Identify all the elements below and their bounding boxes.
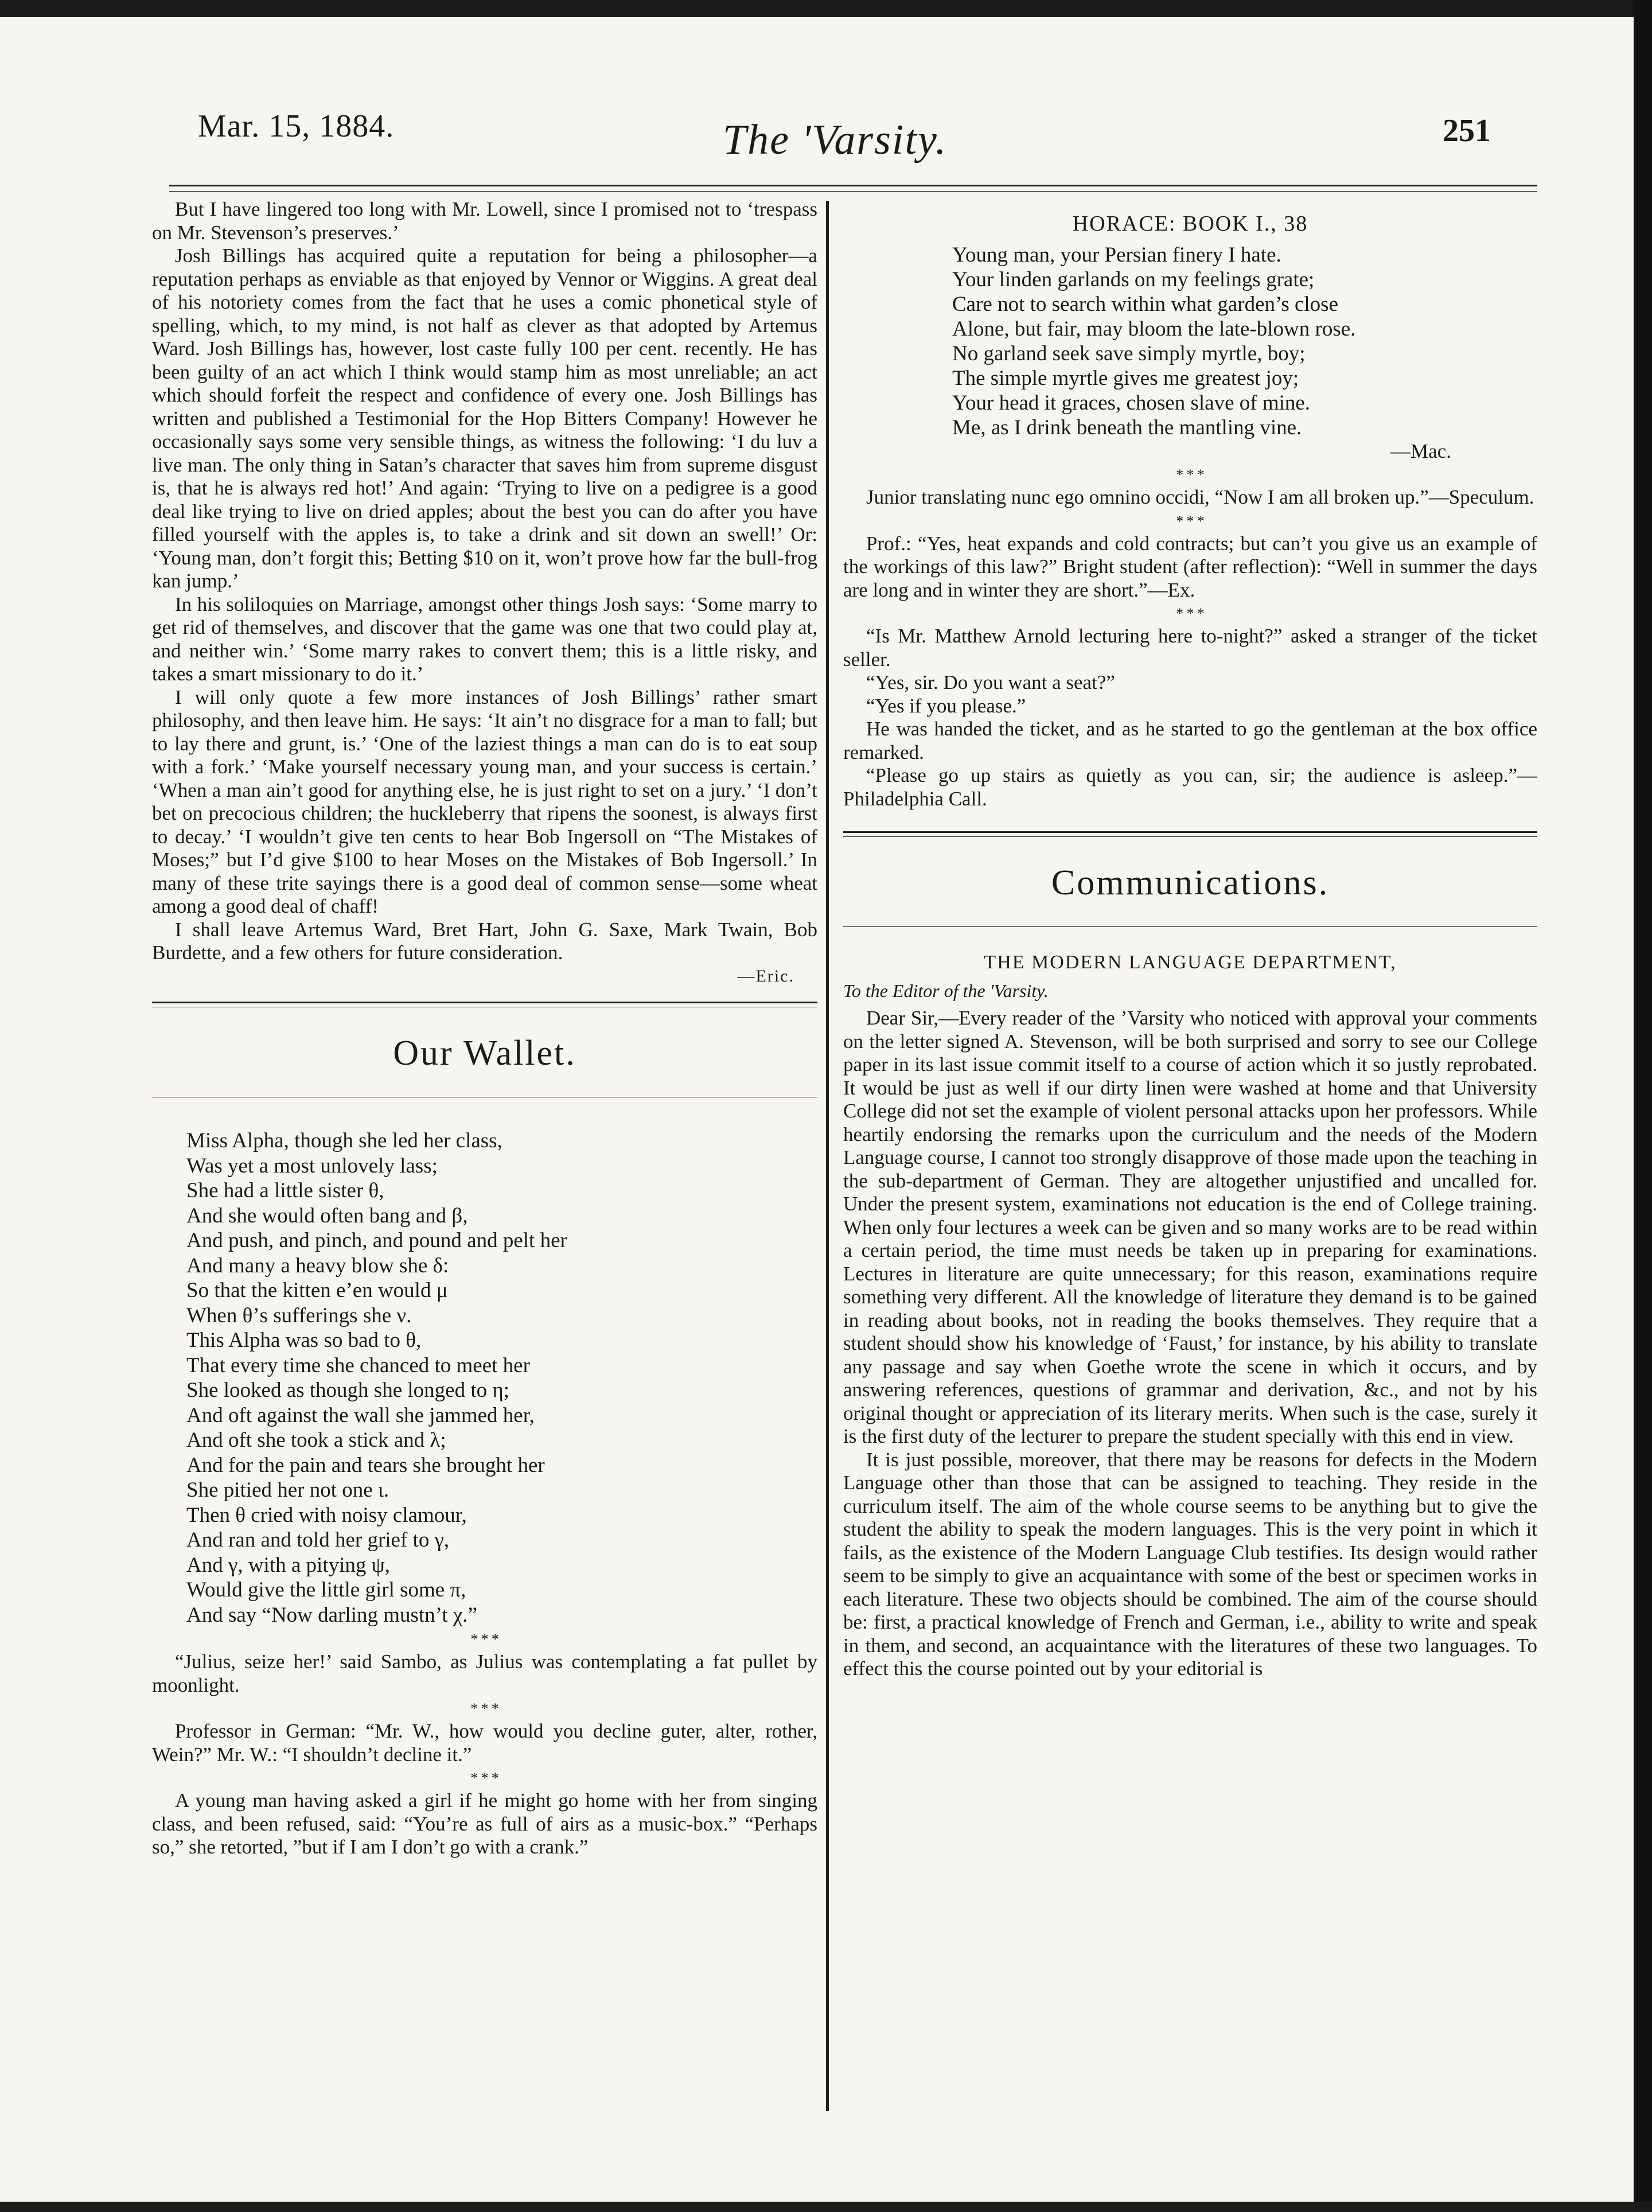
poem-line: Care not to search within what garden’s close (952, 292, 1338, 316)
bottom-edge-bar (0, 2202, 1652, 2212)
asterism: * * * (1176, 466, 1205, 483)
section-rule (152, 1002, 817, 1003)
asterism: * * * (1176, 605, 1205, 622)
asterism: * * * (1176, 512, 1205, 529)
arnold-paragraph: “Please go up stairs as quietly as you can, sir; the audience is asleep.”—Philadelphia Call. (843, 764, 1537, 810)
poem-line: Young man, your Persian finery I hate. (952, 243, 1281, 267)
arnold-paragraph: “Yes, sir. Do you want a seat?” (866, 671, 1115, 694)
top-edge-gap (0, 17, 1652, 21)
poem-line: And ran and told her grief to γ, (186, 1528, 450, 1552)
poem-line: And oft against the wall she jammed her, (186, 1403, 535, 1427)
masthead-title: The 'Varsity. (723, 116, 948, 163)
left-column (152, 198, 817, 1859)
poem-line: When θ’s sufferings she ν. (186, 1303, 412, 1327)
joke-professor: Professor in German: “Mr. W., how would you decline guter, alter, rother, Wein?” Mr. W.: “I shouldn’t decline it.” (152, 1720, 817, 1766)
to-editor-line: To the Editor of the 'Varsity. (843, 980, 1049, 1001)
poem-line: Would give the little girl some π, (186, 1578, 466, 1602)
alpha-poem (186, 1128, 817, 1627)
page-header (0, 92, 1652, 172)
communications-heading: Communications. (1051, 863, 1330, 902)
poem-line: This Alpha was so bad to θ, (186, 1329, 422, 1352)
arnold-paragraph: He was handed the ticket, and as he started to go the gentleman at the box office remarked. (843, 718, 1537, 764)
poem-line: Miss Alpha, though she led her class, (186, 1129, 502, 1152)
poem-line: And say “Now darling mustn’t χ.” (186, 1603, 477, 1627)
essay-paragraph: I shall leave Artemus Ward, Bret Hart, John G. Saxe, Mark Twain, Bob Burdette, and a few others for future consideration. (152, 918, 817, 964)
poem-line: She looked as though she longed to η; (186, 1378, 509, 1402)
header-rule-thin (169, 191, 1537, 192)
essay-paragraph: Josh Billings has acquired quite a reputation for being a philosopher—a reputation perhaps as enviable as that enjoyed by Vennor or Wiggins. A great deal of his notoriety comes from the fact that he uses a comic phonetical style of spelling, which, to my mind, is not half as clever as that adopted by Artemus Ward. Josh Billings has, however, lost caste fully 100 per cent. recently. He has been guilty of an act which I think would stamp him as most unreliable; an act which should forfeit the respect and confidence of every one. Josh Billings has written and published a Testimonial for the Hop Bitters Company! However he occasionally says some very sensible things, as witness the following: ‘I du luv a live man. The only thing in Satan’s character that saves him from supreme disgust is, that he is always red hot!’ And again: ‘Trying to live on a pedigree is a good deal like trying to live on dried apples; about the best you can do after you have filled yourself with the apples is, to take a drink and sit down an swell!’ Or: ‘Young man, don’t forgit this; Betting $10 on it, won’t prove how far the bull-frog kan jump.’ (152, 244, 817, 592)
poem-line: Alone, but fair, may bloom the late-blown rose. (952, 317, 1356, 341)
poem-line: So that the kitten e’en would μ (186, 1279, 448, 1302)
asterism: * * * (470, 1700, 499, 1717)
column-divider (826, 201, 829, 2111)
article-heading: THE MODERN LANGUAGE DEPARTMENT, (984, 952, 1397, 973)
letter-paragraph: Dear Sir,—Every reader of the ’Varsity who noticed with approval your comments on the letter signed A. Stevenson, will be both surprised and sorry to see our College paper in its last issue commit itself to a course of action which it so justly reprobated. It would be just as well if our dirty linen were washed at home and that University College did not set the example of violent personal attacks upon her professors. While heartily endorsing the remarks upon the curriculum and the needs of the Modern Language course, I cannot too strongly disapprove of those made upon the teaching in the sub-department of German. They are altogether unjustified and uncalled for. Under the present system, examinations not education is the end of College training. When only four lectures a week can be given and so many works are to be read within a certain period, the time must needs be taken up in preparing for examinations. Lectures in literature are quite unnecessary; for this reason, examinations require something very different. All the knowledge of literature they demand is to be gained in reading about books, not in reading the books themselves. They require that a student should show his knowledge of ‘Faust,’ for instance, by his ability to translate any passage and say when Goethe wrote the scene in which it occurs, and by answering references, questions of grammar and derivation, &c., and not by his original thought or appreciation of its literary merits. When such is the case, surely it is the first duty of the lecturer to prepare the student specially with this end in view. (843, 1007, 1537, 1447)
poem-line: And she would often bang and β, (186, 1204, 468, 1228)
poem-line: And γ, with a pitying ψ, (186, 1553, 391, 1577)
section-rule-thin (843, 836, 1537, 837)
joke-prof: Prof.: “Yes, heat expands and cold contracts; but can’t you give us an example of the workings of this law?” Bright student (after reflection): “Well in summer the days are long and in winter they are short.”—Ex. (843, 532, 1537, 601)
page-number: 251 (1443, 113, 1491, 149)
section-rule (843, 831, 1537, 833)
essay-body (152, 198, 817, 988)
joke-junior: Junior translating nunc ego omnino occidi, “Now I am all broken up.”—Speculum. (866, 486, 1534, 508)
horace-signature: —Mac. (1390, 439, 1451, 462)
poem-line: Then θ cried with noisy clamour, (186, 1503, 467, 1527)
poem-line: Your head it graces, chosen slave of mine. (952, 391, 1311, 415)
poem-line: That every time she chanced to meet her (186, 1353, 530, 1377)
joke-crank: A young man having asked a girl if he might go home with her from singing class, and been refused, said: “You’re as full of airs as a music-box.” “Perhaps so,” she retorted, ”but if I am I don’t go with a crank.” (152, 1789, 817, 1858)
header-rule-thick (169, 185, 1537, 186)
asterism: * * * (470, 1770, 499, 1786)
poem-line: Your linden garlands on my feelings grate; (952, 267, 1315, 291)
issue-date: Mar. 15, 1884. (198, 108, 395, 144)
right-edge-bar (1634, 0, 1652, 2212)
poem-line: And many a heavy blow she δ: (186, 1253, 449, 1278)
essay-paragraph: But I have lingered too long with Mr. Lowell, since I promised not to ‘trespass on Mr. Stevenson’s preserves.’ (152, 198, 817, 244)
asterism: * * * (470, 1631, 499, 1648)
poem-line: No garland seek save simply myrtle, boy; (952, 341, 1306, 365)
horace-poem (952, 243, 1537, 440)
poem-line: Me, as I drink beneath the mantling vine. (952, 415, 1302, 439)
top-edge-band (0, 0, 1652, 17)
poem-line: And oft she took a stick and λ; (186, 1428, 446, 1452)
joke-julius: “Julius, seize her!’ said Sambo, as Julius was contemplating a fat pullet by moonlight. (152, 1650, 817, 1696)
poem-line: Was yet a most unlovely lass; (186, 1154, 438, 1178)
communications-rule (843, 926, 1537, 927)
our-wallet-heading: Our Wallet. (393, 1034, 576, 1073)
right-column (843, 200, 1537, 1681)
arnold-paragraph: “Is Mr. Matthew Arnold lecturing here to-night?” asked a stranger of the ticket seller. (843, 625, 1537, 671)
letter-paragraph: It is just possible, moreover, that there may be reasons for defects in the Modern Language other than those that can be assigned to teaching. They reside in the curriculum itself. The aim of the whole course seems to be anything but to give the student the ability to speak the modern languages. This is the very point in which it fails, as the existence of the Modern Language Club testifies. Its design would rather seem to be simply to give an acquaintance with some of the best or specimen works in each literature. These two objects should be combined. The aim of the course should be: first, a practical knowledge of French and German, i.e., ability to write and speak in them, and second, an acquaintance with the literatures of these two languages. To effect this the course pointed out by your editorial is (843, 1448, 1537, 1680)
essay-paragraph: In his soliloquies on Marriage, amongst other things Josh says: ‘Some marry to get rid of themselves, and discover that the game was one that two could play at, and neither win.’ ‘Some marry rakes to convert them; this is a little risky, and takes a smart missionary to do it.’ (152, 593, 817, 685)
poem-line: And push, and pinch, and pound and pelt her (186, 1229, 567, 1252)
horace-heading: HORACE: BOOK I., 38 (1072, 212, 1308, 236)
poem-line: And for the pain and tears she brought her (186, 1453, 545, 1477)
essay-paragraph: I will only quote a few more instances of Josh Billings’ rather smart philosophy, and then leave him. He says: ‘It ain’t no disgrace for a man to fall; but to lay there and grunt, is.’ ‘One of the laziest things a man can do is to eat soup with a fork.’ ‘Make yourself necessary young man, and your success is certain.’ ‘When a man ain’t good for anything else, he is just right to set on a jury.’ ‘I don’t bet on precocious children; the huckleberry that ripens the soonest, is always first to decay.’ ‘I wouldn’t give ten cents to hear Bob Ingersoll on “The Mistakes of Moses;” but I’d give $100 to hear Moses on the Mistakes of Bob Ingersoll.’ In many of these trite sayings there is a good deal of common sense—some wheat among a good deal of chaff! (152, 686, 817, 917)
essay-signature: —Eric. (737, 966, 794, 986)
poem-line: She had a little sister θ, (186, 1179, 384, 1202)
arnold-paragraph: “Yes if you please.” (866, 694, 1026, 717)
poem-line: She pitied her not one ι. (186, 1478, 389, 1502)
poem-line: The simple myrtle gives me greatest joy; (952, 366, 1299, 390)
